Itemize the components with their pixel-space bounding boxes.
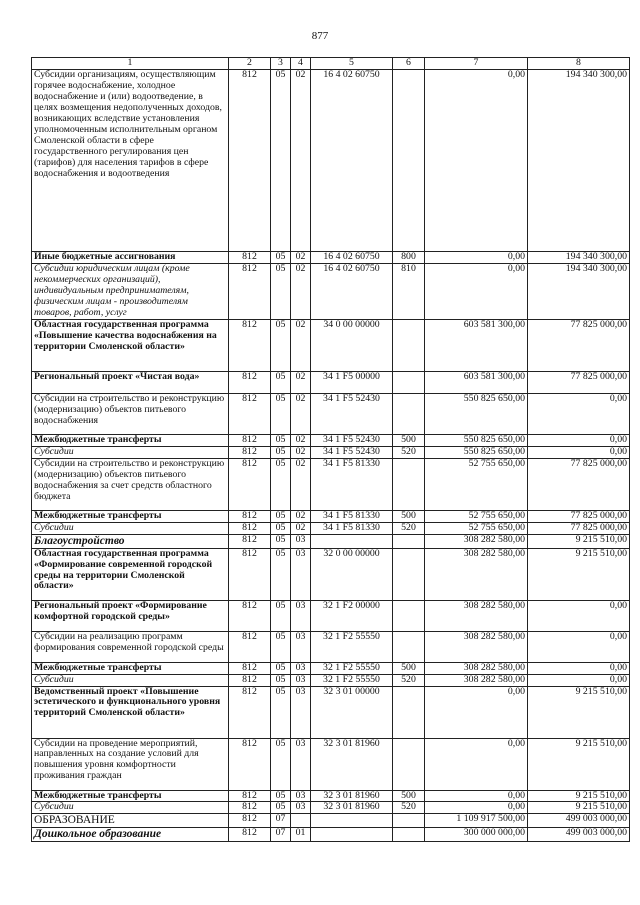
cell-ministry-code: 812: [229, 814, 271, 828]
cell-subsection: 03: [291, 802, 311, 814]
table-row: [32, 263, 630, 319]
cell-amount-2025: 0,00: [425, 263, 528, 319]
cell-ministry-code: 812: [229, 674, 271, 686]
cell-subsection: 03: [291, 674, 311, 686]
cell-subsection: 02: [291, 319, 311, 371]
cell-expense-type: 520: [393, 802, 425, 814]
cell-expense-type: [393, 458, 425, 510]
cell-ministry-code: 812: [229, 371, 271, 393]
cell-section: 05: [271, 802, 291, 814]
cell-amount-2026: 9 215 510,00: [528, 534, 630, 548]
cell-expense-type: [393, 534, 425, 548]
cell-amount-2025: 308 282 580,00: [425, 662, 528, 674]
cell-ministry-code: 812: [229, 446, 271, 458]
cell-amount-2025: 308 282 580,00: [425, 534, 528, 548]
cell-amount-2026: 499 003 000,00: [528, 814, 630, 828]
cell-amount-2025: 0,00: [425, 252, 528, 264]
cell-target-article: 34 1 F5 00000: [311, 371, 393, 393]
cell-target-article: 32 1 F2 55550: [311, 662, 393, 674]
cell-subsection: 03: [291, 548, 311, 600]
cell-amount-2025: 603 581 300,00: [425, 319, 528, 371]
cell-ministry-code: 812: [229, 828, 271, 842]
cell-section: 05: [271, 790, 291, 802]
cell-section: 05: [271, 662, 291, 674]
cell-ministry-code: 812: [229, 790, 271, 802]
cell-subsection: 02: [291, 371, 311, 393]
cell-expense-type: [393, 828, 425, 842]
cell-section: 05: [271, 631, 291, 662]
cell-section: 05: [271, 446, 291, 458]
cell-amount-2025: 308 282 580,00: [425, 600, 528, 631]
cell-section: 05: [271, 319, 291, 371]
cell-amount-2026: 0,00: [528, 434, 630, 446]
cell-subsection: 03: [291, 534, 311, 548]
row-name: Областная государственная программа «Повышение качества водоснабжения на территории Смоленской области»: [32, 319, 229, 371]
column-header: 5: [311, 58, 393, 70]
cell-expense-type: [393, 393, 425, 434]
row-name: Субсидии на строительство и реконструкцию (модернизацию) объектов питьевого водоснабжения за счет средств областного бюджета: [32, 458, 229, 510]
cell-subsection: 03: [291, 738, 311, 790]
row-name: Межбюджетные трансферты: [32, 790, 229, 802]
table-body: [32, 70, 630, 842]
cell-expense-type: 500: [393, 790, 425, 802]
cell-target-article: 34 1 F5 81330: [311, 510, 393, 522]
cell-expense-type: 500: [393, 662, 425, 674]
table-row: [32, 828, 630, 842]
cell-target-article: [311, 534, 393, 548]
cell-ministry-code: 812: [229, 522, 271, 534]
cell-subsection: 01: [291, 828, 311, 842]
row-name: Межбюджетные трансферты: [32, 434, 229, 446]
cell-amount-2026: 9 215 510,00: [528, 802, 630, 814]
cell-expense-type: [393, 686, 425, 738]
cell-amount-2025: 550 825 650,00: [425, 393, 528, 434]
cell-section: 05: [271, 600, 291, 631]
cell-target-article: [311, 814, 393, 828]
cell-target-article: 32 3 01 81960: [311, 738, 393, 790]
table-row: [32, 446, 630, 458]
cell-subsection: 02: [291, 263, 311, 319]
cell-section: 05: [271, 548, 291, 600]
cell-amount-2025: 0,00: [425, 802, 528, 814]
cell-subsection: 02: [291, 522, 311, 534]
table-row: [32, 686, 630, 738]
cell-subsection: [291, 814, 311, 828]
table-row: [32, 522, 630, 534]
cell-ministry-code: 812: [229, 548, 271, 600]
page-number: 877: [311, 30, 329, 42]
cell-amount-2025: 300 000 000,00: [425, 828, 528, 842]
column-header: 6: [393, 58, 425, 70]
row-name: Субсидии на строительство и реконструкцию (модернизацию) объектов питьевого водоснабжения: [32, 393, 229, 434]
cell-target-article: 16 4 02 60750: [311, 252, 393, 264]
table-row: [32, 434, 630, 446]
row-name: Дошкольное образование: [32, 828, 229, 842]
cell-subsection: 02: [291, 458, 311, 510]
cell-expense-type: [393, 70, 425, 252]
cell-amount-2026: 9 215 510,00: [528, 790, 630, 802]
cell-subsection: 02: [291, 70, 311, 252]
cell-amount-2026: 9 215 510,00: [528, 738, 630, 790]
cell-ministry-code: 812: [229, 802, 271, 814]
row-name: Субсидии юридическим лицам (кроме некоммерческих организаций), индивидуальным предпринимателям, физическим лицам - производителям товаров, работ, услуг: [32, 263, 229, 319]
cell-ministry-code: 812: [229, 434, 271, 446]
cell-amount-2026: 194 340 300,00: [528, 70, 630, 252]
cell-amount-2026: 0,00: [528, 600, 630, 631]
cell-expense-type: [393, 631, 425, 662]
cell-section: 07: [271, 814, 291, 828]
cell-subsection: 03: [291, 686, 311, 738]
table-row: [32, 252, 630, 264]
cell-ministry-code: 812: [229, 686, 271, 738]
cell-amount-2025: 603 581 300,00: [425, 371, 528, 393]
cell-amount-2026: 0,00: [528, 662, 630, 674]
row-name: Межбюджетные трансферты: [32, 662, 229, 674]
cell-target-article: 32 3 01 00000: [311, 686, 393, 738]
cell-expense-type: [393, 738, 425, 790]
column-header: 1: [32, 58, 229, 70]
cell-subsection: 02: [291, 252, 311, 264]
cell-amount-2026: 77 825 000,00: [528, 522, 630, 534]
cell-section: 05: [271, 434, 291, 446]
cell-target-article: [311, 828, 393, 842]
cell-section: 05: [271, 510, 291, 522]
table-row: [32, 814, 630, 828]
cell-amount-2026: 0,00: [528, 674, 630, 686]
row-name: Благоустройство: [32, 534, 229, 548]
table-row: [32, 662, 630, 674]
column-header: 8: [528, 58, 630, 70]
cell-expense-type: 520: [393, 446, 425, 458]
cell-target-article: 34 1 F5 81330: [311, 458, 393, 510]
cell-subsection: 03: [291, 790, 311, 802]
cell-target-article: 34 1 F5 52430: [311, 393, 393, 434]
table-row: [32, 371, 630, 393]
cell-target-article: 34 1 F5 52430: [311, 446, 393, 458]
cell-ministry-code: 812: [229, 631, 271, 662]
row-name: Региональный проект «Формирование комфортной городской среды»: [32, 600, 229, 631]
cell-section: 05: [271, 534, 291, 548]
cell-section: 05: [271, 70, 291, 252]
cell-section: 05: [271, 252, 291, 264]
cell-amount-2026: 77 825 000,00: [528, 510, 630, 522]
cell-target-article: 32 0 00 00000: [311, 548, 393, 600]
cell-amount-2025: 550 825 650,00: [425, 446, 528, 458]
table-row: [32, 534, 630, 548]
cell-amount-2025: 1 109 917 500,00: [425, 814, 528, 828]
cell-ministry-code: 812: [229, 70, 271, 252]
cell-expense-type: [393, 814, 425, 828]
cell-ministry-code: 812: [229, 738, 271, 790]
cell-amount-2025: 0,00: [425, 790, 528, 802]
cell-expense-type: 500: [393, 434, 425, 446]
table-row: [32, 631, 630, 662]
row-name: Региональный проект «Чистая вода»: [32, 371, 229, 393]
cell-target-article: 32 3 01 81960: [311, 802, 393, 814]
cell-target-article: 16 4 02 60750: [311, 70, 393, 252]
cell-amount-2025: 550 825 650,00: [425, 434, 528, 446]
cell-section: 05: [271, 522, 291, 534]
cell-expense-type: [393, 319, 425, 371]
table-row: [32, 600, 630, 631]
cell-target-article: 16 4 02 60750: [311, 263, 393, 319]
cell-amount-2026: 0,00: [528, 446, 630, 458]
row-name: Субсидии: [32, 802, 229, 814]
cell-expense-type: [393, 371, 425, 393]
budget-table: [31, 57, 630, 842]
table-row: [32, 393, 630, 434]
cell-amount-2026: 194 340 300,00: [528, 263, 630, 319]
cell-expense-type: 810: [393, 263, 425, 319]
cell-ministry-code: 812: [229, 510, 271, 522]
cell-ministry-code: 812: [229, 252, 271, 264]
cell-amount-2025: 0,00: [425, 70, 528, 252]
cell-section: 05: [271, 393, 291, 434]
cell-ministry-code: 812: [229, 319, 271, 371]
cell-section: 05: [271, 458, 291, 510]
column-header: 7: [425, 58, 528, 70]
table-row: [32, 510, 630, 522]
cell-amount-2026: 9 215 510,00: [528, 548, 630, 600]
cell-subsection: 02: [291, 446, 311, 458]
cell-target-article: 34 1 F5 52430: [311, 434, 393, 446]
cell-amount-2026: 0,00: [528, 393, 630, 434]
row-name: Субсидии: [32, 446, 229, 458]
row-name: Субсидии: [32, 674, 229, 686]
table-row: [32, 790, 630, 802]
cell-subsection: 02: [291, 393, 311, 434]
cell-target-article: 32 1 F2 55550: [311, 674, 393, 686]
table-row: [32, 319, 630, 371]
cell-amount-2026: 9 215 510,00: [528, 686, 630, 738]
cell-amount-2026: 194 340 300,00: [528, 252, 630, 264]
cell-target-article: 32 3 01 81960: [311, 790, 393, 802]
cell-subsection: 02: [291, 510, 311, 522]
cell-expense-type: 800: [393, 252, 425, 264]
cell-section: 05: [271, 674, 291, 686]
cell-ministry-code: 812: [229, 600, 271, 631]
row-name: Субсидии на реализацию программ формирования современной городской среды: [32, 631, 229, 662]
cell-subsection: 02: [291, 434, 311, 446]
row-name: Субсидии: [32, 522, 229, 534]
cell-expense-type: 500: [393, 510, 425, 522]
column-header: 3: [271, 58, 291, 70]
cell-ministry-code: 812: [229, 458, 271, 510]
cell-expense-type: [393, 600, 425, 631]
cell-amount-2026: 0,00: [528, 631, 630, 662]
column-header: 4: [291, 58, 311, 70]
cell-amount-2026: 499 003 000,00: [528, 828, 630, 842]
cell-section: 05: [271, 738, 291, 790]
cell-section: 05: [271, 371, 291, 393]
cell-section: 05: [271, 686, 291, 738]
table-row: [32, 70, 630, 252]
cell-section: 07: [271, 828, 291, 842]
row-name: Субсидии на проведение мероприятий, направленных на создание условий для повышения уровня комфортности проживания граждан: [32, 738, 229, 790]
cell-ministry-code: 812: [229, 393, 271, 434]
table-row: [32, 738, 630, 790]
row-name: Межбюджетные трансферты: [32, 510, 229, 522]
row-name: Областная государственная программа «Формирование современной городской среды на территории Смоленской области»: [32, 548, 229, 600]
cell-amount-2026: 77 825 000,00: [528, 319, 630, 371]
cell-section: 05: [271, 263, 291, 319]
table-row: [32, 548, 630, 600]
cell-expense-type: [393, 548, 425, 600]
cell-amount-2025: 308 282 580,00: [425, 548, 528, 600]
cell-amount-2025: 308 282 580,00: [425, 631, 528, 662]
cell-target-article: 34 1 F5 81330: [311, 522, 393, 534]
column-header: 2: [229, 58, 271, 70]
table-row: [32, 674, 630, 686]
cell-ministry-code: 812: [229, 662, 271, 674]
cell-target-article: 34 0 00 00000: [311, 319, 393, 371]
cell-subsection: 03: [291, 600, 311, 631]
row-name: Ведомственный проект «Повышение эстетического и функционального уровня территорий Смоленской области»: [32, 686, 229, 738]
cell-subsection: 03: [291, 631, 311, 662]
cell-amount-2025: 0,00: [425, 686, 528, 738]
row-name: Субсидии организациям, осуществляющим горячее водоснабжение, холодное водоснабжение и (или) водоотведение, в целях возмещения недополученных доходов, возникающих вследствие установления уполномоченным исполнительным органом Смоленской области в сфере государственного регулирования цен (тарифов) для населения тарифов в сфере водоснабжения и водоотведения: [32, 70, 229, 252]
cell-amount-2025: 308 282 580,00: [425, 674, 528, 686]
cell-amount-2025: 52 755 650,00: [425, 522, 528, 534]
cell-expense-type: 520: [393, 522, 425, 534]
cell-expense-type: 520: [393, 674, 425, 686]
cell-target-article: 32 1 F2 55550: [311, 631, 393, 662]
cell-amount-2026: 77 825 000,00: [528, 458, 630, 510]
cell-amount-2025: 0,00: [425, 738, 528, 790]
table-row: [32, 458, 630, 510]
cell-amount-2025: 52 755 650,00: [425, 510, 528, 522]
cell-amount-2025: 52 755 650,00: [425, 458, 528, 510]
table-row: [32, 802, 630, 814]
cell-ministry-code: 812: [229, 534, 271, 548]
header-row: [32, 58, 630, 70]
row-name: ОБРАЗОВАНИЕ: [32, 814, 229, 828]
cell-subsection: 03: [291, 662, 311, 674]
row-name: Иные бюджетные ассигнования: [32, 252, 229, 264]
cell-amount-2026: 77 825 000,00: [528, 371, 630, 393]
cell-target-article: 32 1 F2 00000: [311, 600, 393, 631]
cell-ministry-code: 812: [229, 263, 271, 319]
